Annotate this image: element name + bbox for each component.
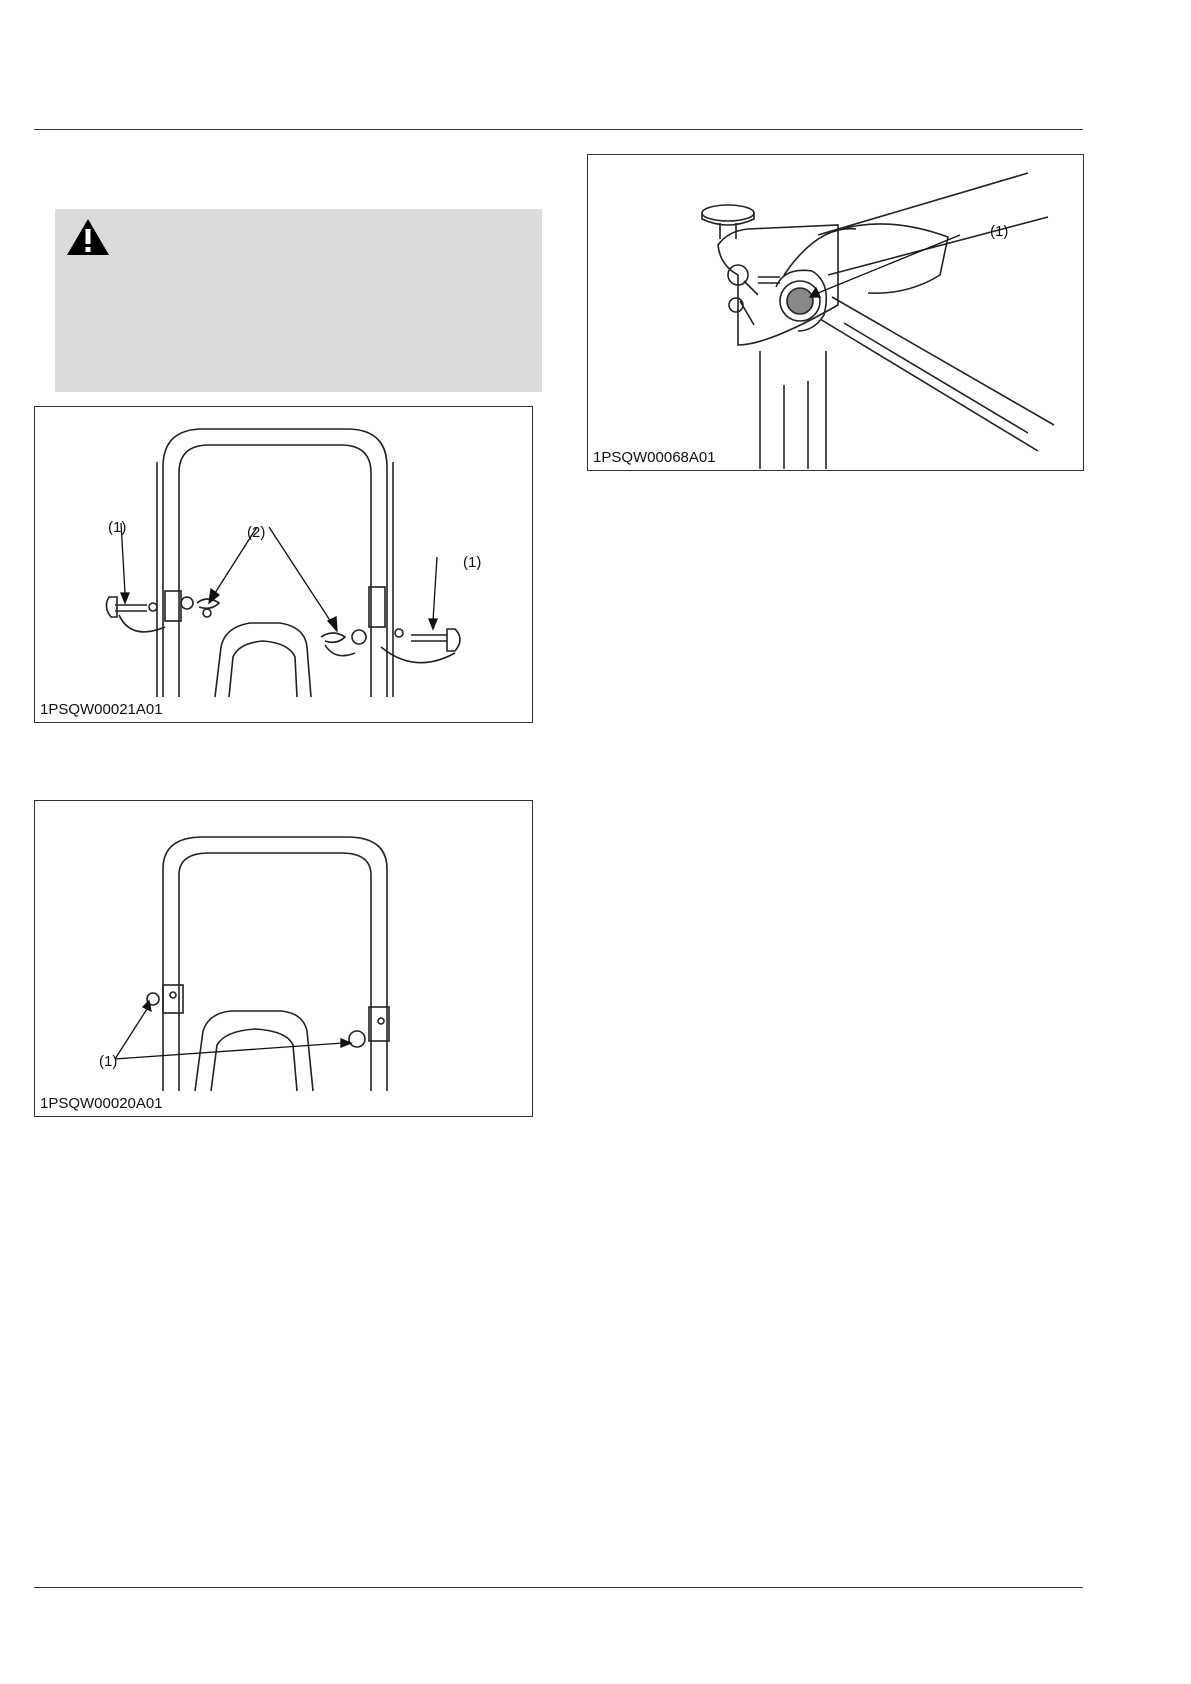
warning-triangle-icon	[65, 217, 111, 257]
callout-1: (1)	[99, 1053, 118, 1070]
callout-1-right: (1)	[463, 554, 482, 571]
figure-code: 1PSQW00021A01	[40, 701, 163, 718]
callout-2: (2)	[247, 524, 266, 541]
warning-box	[55, 209, 542, 392]
rops-pins-illustration	[35, 407, 531, 721]
callout-1-left: (1)	[108, 519, 127, 536]
callout-1: (1)	[990, 223, 1009, 240]
figure-wrench-bolt	[587, 154, 1084, 471]
header-rule	[34, 129, 1083, 130]
figure-code: 1PSQW00020A01	[40, 1095, 163, 1112]
figure-rops-knobs	[34, 800, 533, 1117]
figure-code: 1PSQW00068A01	[593, 449, 716, 466]
wrench-bolt-illustration	[588, 155, 1082, 469]
figure-rops-pins	[34, 406, 533, 723]
footer-rule	[34, 1587, 1083, 1588]
